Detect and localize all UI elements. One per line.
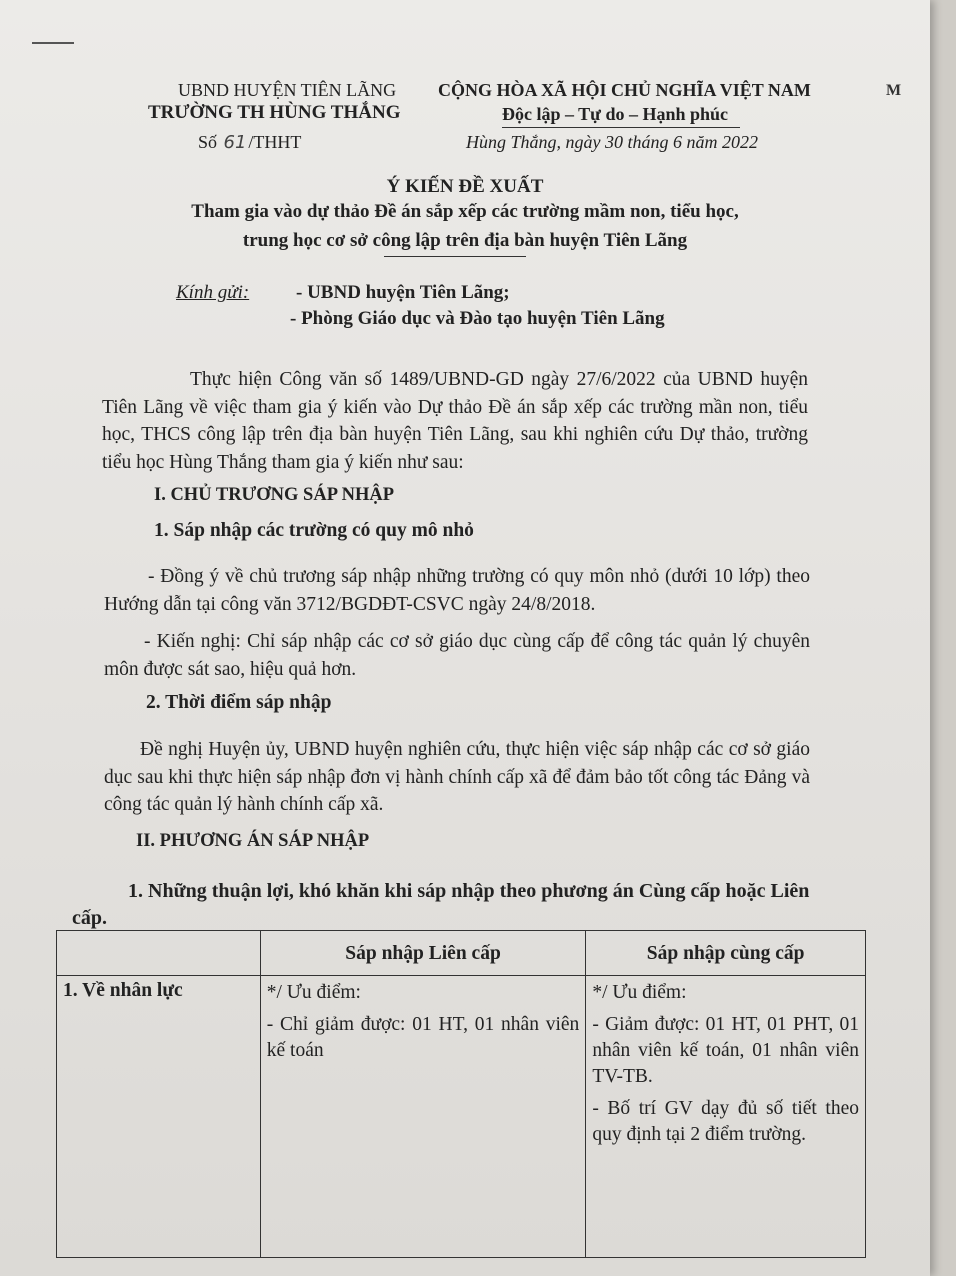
doc-number-prefix: Số [198,132,218,152]
national-motto: Độc lập – Tự do – Hạnh phúc [502,104,729,124]
lien-cap-adv-1: - Chỉ giảm được: 01 HT, 01 nhân viên kế toán [266,1014,580,1061]
table-header-cung-cap: Sáp nhập cùng cấp [586,931,866,976]
document-title: Ý KIẾN ĐỀ XUẤT [386,176,544,197]
comparison-table [56,930,866,1258]
subsection-2-heading: 2. Thời điểm sáp nhập [146,692,332,713]
issuing-agency: UBND HUYỆN TIÊN LÃNG [178,80,397,100]
document-subtitle-line2: trung học cơ sở công lập trên địa bàn huyện Tiên Lãng [242,230,688,251]
recipient-1: - UBND huyện Tiên Lãng; [296,282,510,303]
doc-number-handwritten: 61 [223,132,247,153]
subtitle-underline [384,256,526,257]
document-number [198,132,301,153]
national-title: CỘNG HÒA XÃ HỘI CHỦ NGHĨA VIỆT NAM [438,80,811,100]
agree-paragraph: - Đồng ý về chủ trương sáp nhập những trường có quy môn nhỏ (dưới 10 lớp) theo Hướng dẫn tại công văn 3712/BGDĐT-CSVC ngày 24/8/2018. [104,566,810,615]
motto-underline [502,127,740,128]
row-head-nhan-luc: 1. Về nhân lực [57,976,261,1258]
table-row [57,976,866,1258]
recommend-paragraph: - Kiến nghị: Chỉ sáp nhập các cơ sở giáo dục cùng cấp để công tác quản lý chuyên môn được sát sao, hiệu quả hơn. [104,631,810,680]
school-name: TRƯỜNG TH HÙNG THẮNG [148,102,401,123]
doc-number-suffix: /THHT [248,132,302,152]
document-subtitle-line1: Tham gia vào dự thảo Đề án sắp xếp các trường mầm non, tiểu học, [191,201,739,222]
lien-cap-adv-label: */ Ưu điểm: [266,982,361,1003]
timing-paragraph: Đề nghị Huyện ủy, UBND huyện nghiên cứu, thực hiện việc sáp nhập các cơ sở giáo dục sau khi thực hiện sáp nhập đơn vị hành chính cấp xã để đảm bảo tốt công tác Đảng và công tác quản lý hành chính cấp xã. [104,739,810,815]
table-header-row [57,931,866,976]
recipients-label: Kính gửi: [176,282,250,303]
section-1-heading: I. CHỦ TRƯƠNG SÁP NHẬP [154,485,395,505]
cung-cap-adv-1: - Giảm được: 01 HT, 01 PHT, 01 nhân viên kế toán, 01 nhân viên TV-TB. [592,1014,859,1087]
subsection-1-heading: 1. Sáp nhập các trường có quy mô nhỏ [154,520,474,541]
cung-cap-adv-2: - Bố trí GV dạy đủ số tiết theo quy định tại 2 điểm trường. [592,1098,859,1145]
pen-mark [32,42,74,44]
table-header-empty [57,931,261,976]
place-date: Hùng Thắng, ngày 30 tháng 6 năm 2022 [466,132,758,152]
recipient-2: - Phòng Giáo dục và Đào tạo huyện Tiên Lãng [290,308,665,329]
table-header-lien-cap: Sáp nhập Liên cấp [260,931,586,976]
cell-cung-cap-nhan-luc [586,976,866,1258]
intro-paragraph: Thực hiện Công văn số 1489/UBND-GD ngày 27/6/2022 của UBND huyện Tiên Lãng về việc tham gia ý kiến vào Dự thảo Đề án sắp xếp các trường mần non, tiểu học, THCS công lập trên địa bàn huyện Tiên Lãng, sau khi nghiên cứu Dự thảo, trường tiểu học Hùng Thắng tham gia ý kiến như sau: [102,369,808,473]
section-2-heading: II. PHƯƠNG ÁN SÁP NHẬP [136,831,370,851]
cell-lien-cap-nhan-luc [260,976,586,1258]
adjacent-page-text: M [886,82,902,99]
cung-cap-adv-label: */ Ưu điểm: [592,982,687,1003]
subsection-3-heading: 1. Những thuận lợi, khó khăn khi sáp nhập theo phương án Cùng cấp hoặc Liên cấp. [72,880,810,929]
